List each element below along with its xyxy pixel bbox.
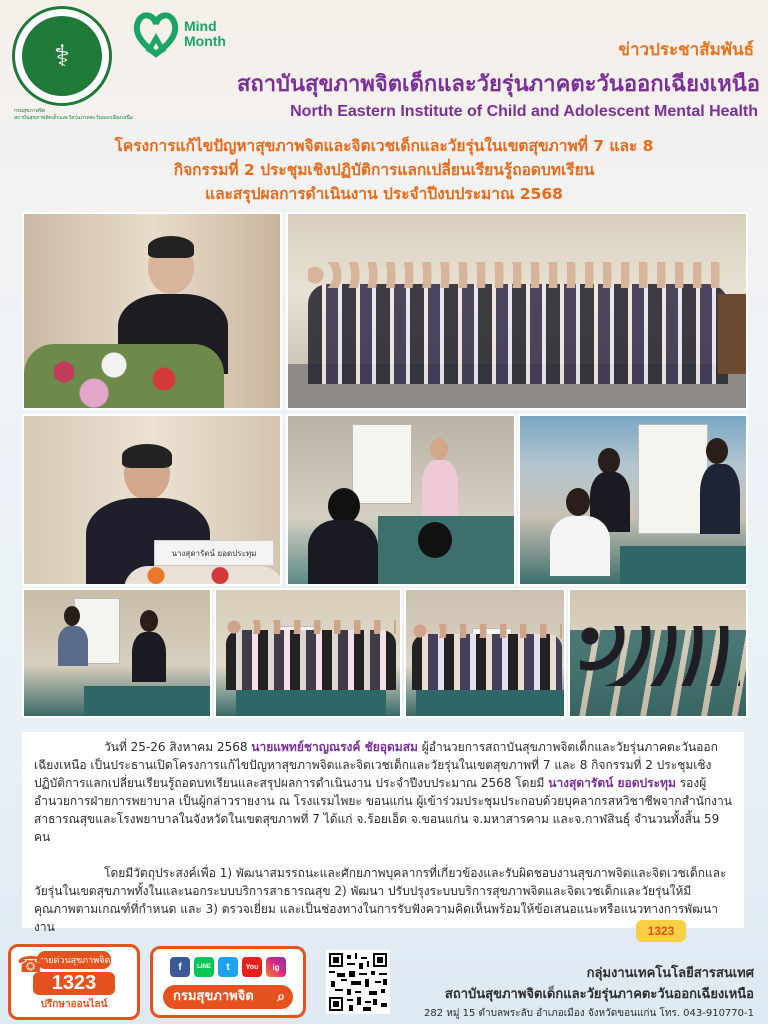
decor-1323-badge: 1323 [636,920,686,942]
photo-group-discussion-1 [22,588,212,718]
photo-group-discussion-3 [404,588,566,718]
mind-word: Mind [184,18,217,34]
p1-text-c: รองผู้อำนวยการฝ่ายการพยาบาล เป็นผู้กล่าวรายงาน ณ โรงแรมไพยะ ขอนแก่น ผู้เข้าร่วมประชุมประกอบด้วยบุคลากรสหวิชาชีพจากสำนักงานสาธารณสุขและโรงพยาบาลในจังหวัดในเขตสุขภาพที่ 7 ได้แก่ จ.ร้อยเอ็ด จ.ขอนแก่น จ.มหาสารคาม และจ.กาฬสินธุ์ จำนวนทั้งสิ้น 59 คน [34,776,732,844]
phone-icon: ☎ [17,953,45,978]
photo-workshop-1 [286,414,516,586]
instagram-icon[interactable]: ig [266,957,286,977]
qr-code[interactable] [326,950,390,1014]
paragraph-2: โดยมีวัตถุประสงค์เพื่อ 1) พัฒนาสมรรถนะและศักยภาพบุคลากรที่เกี่ยวข้องและรับผิดชอบงานสุขภาพจิตและจิตเวชเด็กและวัยรุ่นในเขตสุขภาพทั้งในและนอกระบบบริการสาธารณสุข 2) พัฒนา ปรับปรุงระบบบริการสุขภาพจิตและจิตเวชเด็กและวัยรุ่นให้มีคุณภาพตามเกณฑ์ที่กำหนด และ 3) ตรวจเยี่ยม และเป็นช่องทางในการรับฟังความคิดเห็นพร้อมให้ข้อเสนอแนะหรือแนวทางการพัฒนางาน [34,866,727,934]
footer-institute: สถาบันสุขภาพจิตเด็กและวัยรุ่นภาคตะวันออกเฉียงเหนือ [444,987,754,1002]
p1-text-b: ผู้อำนวยการสถาบันสุขภาพจิตเด็กและวัยรุ่นภาคตะวันออกเฉียงเหนือ เป็นประธานเปิดโครงการแก้ไขปัญหาสุขภาพจิตและจิตเวชเด็กและวัยรุ่นในเขตสุขภาพที่ 7 และ 8 กิจกรรมที่ 2 ประชุมเชิงปฏิบัติการแลกเปลี่ยนเรียนรู้ถอดบทเรียนและสรุปผลการดำเนินงาน ประจำปีงบประมาณ 2568 โดยมี [34,740,718,790]
photo-group [286,212,748,410]
search-icon: ⌕ [277,989,285,1005]
headline-line-2: กิจกรรมที่ 2 ประชุมเชิงปฏิบัติการแลกเปลี่ยนเรียนรู้ถอดบทเรียน [173,161,595,179]
photo-group-discussion-2 [214,588,402,718]
deputy-name: นางสุดารัตน์ ยอดประทุม [548,776,676,790]
twitter-icon[interactable]: t [218,957,238,977]
institute-title-en: North Eastern Institute of Child and Adolescent Mental Health [290,103,758,120]
footer-dept: กลุ่มงานเทคโนโลยีสารสนเทศ [586,966,754,981]
headline [30,134,738,206]
month-word: Month [184,33,226,49]
line-icon[interactable]: LINE [194,957,214,977]
mind-month-logo [132,8,226,60]
institute-title-th: สถาบันสุขภาพจิตเด็กและวัยรุ่นภาคตะวันออกเฉียงเหนือ [236,72,760,97]
photo-chairman-speech [22,212,282,410]
search-bar[interactable] [163,985,293,1009]
headline-line-1: โครงการแก้ไขปัญหาสุขภาพจิตและจิตเวชเด็กและวัยรุ่นในเขตสุขภาพที่ 7 และ 8 [114,137,654,155]
youtube-icon[interactable]: You [242,957,262,977]
hotline-number: 1323 [33,972,115,995]
paragraph-1 [34,738,732,846]
hotline-online: ปรึกษาออนไลน์ [40,999,108,1010]
hotline-title: สายด่วนสุขภาพจิต [37,951,111,969]
institute-caption: สถาบันสุขภาพจิตเด็กและวัยรุ่นภาคตะวันออกเฉียงเหนือ [14,115,133,121]
caduceus-icon: ⚕ [22,16,102,96]
dept-caption: กรมสุขภาพจิต [14,108,46,114]
facebook-icon[interactable]: f [170,957,190,977]
headline-line-3: และสรุปผลการดำเนินงาน ประจำปีงบประมาณ 2568 [205,185,563,203]
heart-ribbon-icon [132,8,180,60]
hotline-card [8,944,140,1020]
press-release-label: ข่าวประชาสัมพันธ์ [618,40,754,60]
photo-deputy-speech [22,414,282,586]
moph-caption [14,108,134,122]
search-label: กรมสุขภาพจิต [173,989,254,1004]
footer-address: 282 หมู่ 15 ตำบลพระลับ อำเภอเมือง จังหวัดขอนแก่น โทร. 043-910770-1 [424,1008,754,1019]
p1-text-a: วันที่ 25-26 สิงหาคม 2568 [104,740,252,754]
footer-contact [424,962,754,1021]
photo-workshop-2 [518,414,748,586]
qr-code-icon [329,953,387,1011]
social-icons [153,957,303,977]
social-card [150,946,306,1018]
chairman-name: นายแพทย์ชาญณรงค์ ชัยอุดมสม [251,740,418,754]
photo-conference-room [568,588,748,718]
moph-logo [12,6,112,106]
nameplate: นางสุดารัตน์ ยอดประทุม [154,540,274,566]
